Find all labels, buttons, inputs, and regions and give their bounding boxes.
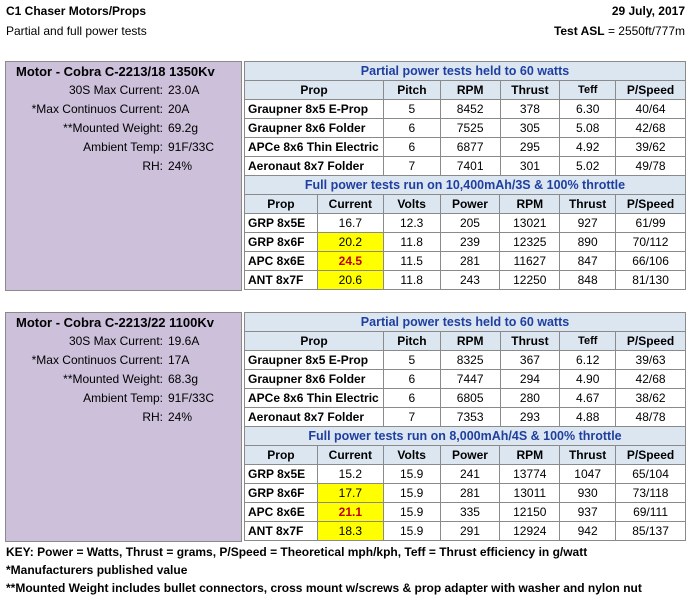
table-cell: 81/130 (616, 271, 686, 290)
table-cell: ANT 8x7F (245, 271, 318, 290)
table-cell: 66/106 (616, 252, 686, 271)
table-cell: 65/104 (616, 465, 686, 484)
column-header: Prop (245, 195, 318, 214)
table-row (245, 252, 686, 271)
column-header: Power (440, 446, 500, 465)
table-row (245, 214, 686, 233)
motor-specs-panel (5, 61, 242, 291)
spec-value: 91F/33C (168, 391, 215, 405)
table-cell: 13021 (500, 214, 560, 233)
table-row (245, 408, 686, 427)
table-cell: GRP 8x6F (245, 233, 318, 252)
table-cell: 16.7 (317, 214, 383, 233)
table-cell: 15.2 (317, 465, 383, 484)
table-cell: GRP 8x5E (245, 214, 318, 233)
table-row (245, 119, 686, 138)
table-cell: 847 (560, 252, 616, 271)
table-cell: 7353 (440, 408, 500, 427)
motor-block-1 (5, 61, 686, 291)
table-header-row (245, 446, 686, 465)
column-header: P/Speed (616, 446, 686, 465)
table-title-row (245, 176, 686, 195)
column-header: Teff (560, 332, 616, 351)
spec-label: *Max Continuos Current: (31, 353, 163, 367)
motor-title: Motor - Cobra C-2213/18 1350Kv (16, 64, 215, 79)
table-cell: 8325 (440, 351, 500, 370)
test-asl-label: Test ASL (553, 24, 605, 38)
table-row (245, 370, 686, 389)
highlighted-current-cell: 20.2 (317, 233, 383, 252)
table-cell: 40/64 (616, 100, 686, 119)
table-cell: APCe 8x6 Thin Electric (245, 138, 384, 157)
column-header: Thrust (560, 195, 616, 214)
table-cell: 6 (383, 138, 440, 157)
table-row (245, 157, 686, 176)
partial-power-table (244, 312, 686, 446)
table-cell: ANT 8x7F (245, 522, 318, 541)
motor-block-2 (5, 312, 686, 542)
table-cell: 6 (383, 119, 440, 138)
spec-row (6, 119, 243, 138)
column-header: RPM (500, 195, 560, 214)
full-table-title: Full power tests run on 10,400mAh/3S & 100% throttle (245, 176, 686, 195)
spec-row (6, 81, 243, 100)
table-row (245, 465, 686, 484)
motor-specs-panel (5, 312, 242, 542)
full-power-table (244, 194, 686, 290)
table-cell: 69/111 (616, 503, 686, 522)
table-cell: Aeronaut 8x7 Folder (245, 157, 384, 176)
table-cell: 5 (383, 351, 440, 370)
table-cell: GRP 8x5E (245, 465, 318, 484)
table-cell: 42/68 (616, 370, 686, 389)
table-cell: 6.12 (560, 351, 616, 370)
table-cell: 1047 (560, 465, 616, 484)
table-cell: Graupner 8x6 Folder (245, 119, 384, 138)
column-header: Prop (245, 332, 384, 351)
table-cell: 930 (560, 484, 616, 503)
spec-value: 19.6A (168, 334, 200, 348)
column-header: RPM (440, 81, 500, 100)
table-row (245, 100, 686, 119)
table-cell: APC 8x6E (245, 252, 318, 271)
table-cell: 243 (440, 271, 500, 290)
column-header: Power (440, 195, 500, 214)
table-cell: 378 (500, 100, 560, 119)
table-cell: 15.9 (383, 465, 440, 484)
table-cell: Graupner 8x6 Folder (245, 370, 384, 389)
spec-row (6, 351, 243, 370)
table-cell: 848 (560, 271, 616, 290)
highlighted-current-cell: 24.5 (317, 252, 383, 271)
motor-title: Motor - Cobra C-2213/22 1100Kv (16, 315, 214, 330)
table-cell: 7525 (440, 119, 500, 138)
table-cell: 367 (500, 351, 560, 370)
spec-label: **Mounted Weight: (63, 372, 163, 386)
table-cell: 4.92 (560, 138, 616, 157)
table-cell: 12.3 (383, 214, 440, 233)
table-cell: 5.08 (560, 119, 616, 138)
table-cell: 6.30 (560, 100, 616, 119)
table-cell: 335 (440, 503, 500, 522)
table-row (245, 503, 686, 522)
table-cell: 6 (383, 389, 440, 408)
table-cell: 239 (440, 233, 500, 252)
table-cell: 38/62 (616, 389, 686, 408)
table-cell: 6805 (440, 389, 500, 408)
footnote-manufacturer: *Manufacturers published value (6, 563, 188, 577)
spec-label: Ambient Temp: (83, 391, 163, 405)
table-cell: 12250 (500, 271, 560, 290)
spec-label: *Max Continuos Current: (31, 102, 163, 116)
spec-label: 30S Max Current: (68, 334, 163, 348)
table-cell: 39/62 (616, 138, 686, 157)
column-header: RPM (500, 446, 560, 465)
spec-label: 30S Max Current: (68, 83, 163, 97)
table-cell: 280 (500, 389, 560, 408)
column-header: Volts (383, 446, 440, 465)
spec-value: 69.2g (168, 121, 199, 135)
table-header-row (245, 332, 686, 351)
table-row (245, 351, 686, 370)
spec-row (6, 370, 243, 389)
table-title-row (245, 62, 686, 81)
table-cell: 7401 (440, 157, 500, 176)
table-row (245, 522, 686, 541)
table-cell: 73/118 (616, 484, 686, 503)
table-cell: 70/112 (616, 233, 686, 252)
table-cell: 6 (383, 370, 440, 389)
test-asl (554, 24, 685, 38)
table-cell: 7447 (440, 370, 500, 389)
table-header-row (245, 81, 686, 100)
table-cell: 11.8 (383, 233, 440, 252)
table-row (245, 389, 686, 408)
table-header-row (245, 195, 686, 214)
table-cell: 301 (500, 157, 560, 176)
spec-value: 68.3g (168, 372, 199, 386)
column-header: RPM (440, 332, 500, 351)
column-header: Teff (560, 81, 616, 100)
table-title-row (245, 313, 686, 332)
column-header: Prop (245, 446, 318, 465)
highlighted-current-cell: 20.6 (317, 271, 383, 290)
test-asl-value: = 2550ft/777m (604, 24, 685, 38)
highlighted-current-cell: 18.3 (317, 522, 383, 541)
table-cell: 12325 (500, 233, 560, 252)
table-row (245, 271, 686, 290)
table-cell: APC 8x6E (245, 503, 318, 522)
table-cell: 7 (383, 157, 440, 176)
spec-label: RH: (142, 410, 163, 424)
table-cell: 15.9 (383, 484, 440, 503)
footnote-mounted-weight: **Mounted Weight includes bullet connectors, cross mount w/screws & prop adapter with washer and nylon nut (6, 581, 642, 595)
table-cell: 890 (560, 233, 616, 252)
spec-row (6, 138, 243, 157)
table-cell: 15.9 (383, 503, 440, 522)
column-header: P/Speed (616, 81, 686, 100)
table-cell: 12924 (500, 522, 560, 541)
table-cell: 4.90 (560, 370, 616, 389)
table-cell: 7 (383, 408, 440, 427)
test-date: 29 July, 2017 (611, 4, 685, 18)
table-cell: 12150 (500, 503, 560, 522)
table-cell: Graupner 8x5 E-Prop (245, 100, 384, 119)
table-cell: 937 (560, 503, 616, 522)
column-header: Thrust (500, 81, 560, 100)
table-cell: 61/99 (616, 214, 686, 233)
table-row (245, 484, 686, 503)
full-table-title: Full power tests run on 8,000mAh/4S & 100% throttle (245, 427, 686, 446)
column-header: Prop (245, 81, 384, 100)
table-cell: 4.88 (560, 408, 616, 427)
column-header: Current (317, 446, 383, 465)
spec-value: 17A (168, 353, 190, 367)
table-cell: 293 (500, 408, 560, 427)
spec-value: 24% (168, 410, 193, 424)
table-title-row (245, 427, 686, 446)
table-cell: 205 (440, 214, 500, 233)
table-cell: APCe 8x6 Thin Electric (245, 389, 384, 408)
column-header: Current (317, 195, 383, 214)
table-cell: GRP 8x6F (245, 484, 318, 503)
highlighted-current-cell: 17.7 (317, 484, 383, 503)
spec-row (6, 157, 243, 176)
column-header: P/Speed (616, 195, 686, 214)
table-cell: 15.9 (383, 522, 440, 541)
spec-label: RH: (142, 159, 163, 173)
spec-value: 20A (168, 102, 190, 116)
table-cell: 241 (440, 465, 500, 484)
spec-row (6, 408, 243, 427)
table-cell: 305 (500, 119, 560, 138)
table-cell: 49/78 (616, 157, 686, 176)
table-cell: 927 (560, 214, 616, 233)
column-header: Volts (383, 195, 440, 214)
table-cell: 281 (440, 252, 500, 271)
column-header: P/Speed (616, 332, 686, 351)
table-cell: Graupner 8x5 E-Prop (245, 351, 384, 370)
table-row (245, 138, 686, 157)
spec-value: 23.0A (168, 83, 200, 97)
highlighted-current-cell: 21.1 (317, 503, 383, 522)
table-cell: 11627 (500, 252, 560, 271)
partial-table-title: Partial power tests held to 60 watts (245, 313, 686, 332)
table-cell: 295 (500, 138, 560, 157)
table-cell: 8452 (440, 100, 500, 119)
column-header: Thrust (560, 446, 616, 465)
table-cell: 5.02 (560, 157, 616, 176)
table-cell: 39/63 (616, 351, 686, 370)
spec-row (6, 100, 243, 119)
table-cell: 4.67 (560, 389, 616, 408)
table-cell: Aeronaut 8x7 Folder (245, 408, 384, 427)
table-cell: 42/68 (616, 119, 686, 138)
table-cell: 294 (500, 370, 560, 389)
column-header: Thrust (500, 332, 560, 351)
full-power-table (244, 445, 686, 541)
table-row (245, 233, 686, 252)
page-title: C1 Chaser Motors/Props (6, 4, 147, 18)
spec-value: 91F/33C (168, 140, 215, 154)
spec-row (6, 389, 243, 408)
table-cell: 942 (560, 522, 616, 541)
partial-power-table (244, 61, 686, 195)
table-cell: 85/137 (616, 522, 686, 541)
spec-label: Ambient Temp: (83, 140, 163, 154)
partial-table-title: Partial power tests held to 60 watts (245, 62, 686, 81)
table-cell: 5 (383, 100, 440, 119)
spec-value: 24% (168, 159, 193, 173)
spec-label: **Mounted Weight: (63, 121, 163, 135)
spec-row (6, 332, 243, 351)
key-note: KEY: Power = Watts, Thrust = grams, P/Speed = Theoretical mph/kph, Teff = Thrust efficiency in g/watt (6, 545, 588, 559)
column-header: Pitch (383, 332, 440, 351)
table-cell: 13011 (500, 484, 560, 503)
table-cell: 6877 (440, 138, 500, 157)
table-cell: 291 (440, 522, 500, 541)
column-header: Pitch (383, 81, 440, 100)
table-cell: 13774 (500, 465, 560, 484)
page-subtitle: Partial and full power tests (6, 24, 147, 38)
table-cell: 11.8 (383, 271, 440, 290)
table-cell: 48/78 (616, 408, 686, 427)
table-cell: 281 (440, 484, 500, 503)
table-cell: 11.5 (383, 252, 440, 271)
